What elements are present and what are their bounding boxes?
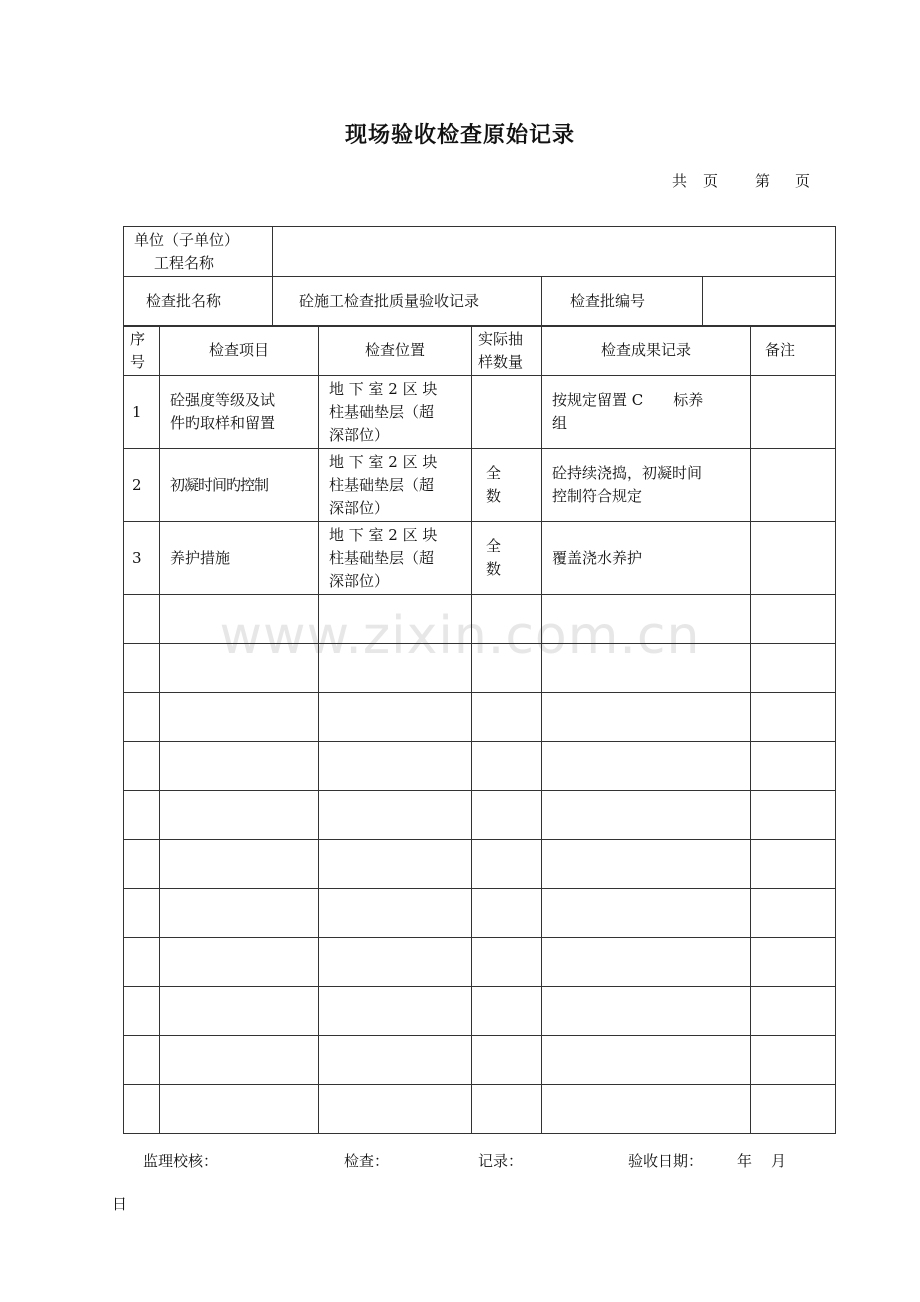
page-unit2-label: 页 [795,172,811,190]
batch-name-value: 砼施工检查批质量验收记录 [273,277,542,327]
row-location-line: 地 下 室 2 区 块 [329,525,438,544]
recorder-label: 记录： [478,1152,524,1170]
row-item [160,449,319,522]
row-sample [472,449,542,522]
empty-row [124,1085,836,1134]
empty-row [124,693,836,742]
row-remark [751,449,836,522]
row-item-line: 砼强度等级及试 [170,391,276,409]
year-label: 年 [737,1152,753,1170]
row-sample-line: 数 [486,560,502,578]
row-location-line: 柱基础垫层（超 [329,548,435,567]
page-unit-label: 页 [703,172,719,190]
unit-name-value [273,227,836,277]
unit-name-label [124,227,273,277]
row-location [319,449,472,522]
watermark: www.zixin.com.cn [219,606,701,666]
row-seq: 3 [124,522,160,595]
col-seq-header-line2: 号 [130,352,146,371]
batch-name-label: 检查批名称 [124,277,273,327]
month-label: 月 [771,1152,787,1170]
row-result [542,376,751,449]
row-result-line: 覆盖浇水养护 [552,548,643,567]
row-location-line: 地 下 室 2 区 块 [329,379,438,398]
row-sample [472,376,542,449]
row-remark [751,376,836,449]
document-title: 现场验收检查原始记录 [344,123,575,148]
page-current-label: 第 [755,172,771,190]
row-sample-line: 全 [486,537,502,555]
empty-row [124,889,836,938]
row-location [319,376,472,449]
col-seq-header-line1: 序 [130,329,146,348]
row-item-line: 养护措施 [170,548,231,567]
empty-row [124,791,836,840]
supervisor-label: 监理校核： [143,1152,219,1170]
row-location-line: 深部位） [329,425,390,444]
row-result-line: 砼持续浇捣，初凝时间 [552,464,703,482]
row-item [160,522,319,595]
row-result-line: 组 [552,414,568,432]
row-location-line: 深部位） [329,571,390,590]
row-item [160,376,319,449]
acceptance-date-label: 验收日期： [628,1152,704,1170]
day-label: 日 [112,1195,128,1213]
col-remark-header: 备注 [751,326,836,376]
col-item-header: 检查项目 [160,326,319,376]
col-sample-header-line1: 实际抽 [478,329,524,348]
batch-number-value [703,277,836,327]
row-result [542,449,751,522]
row-sample [472,522,542,595]
row-item-line: 初凝时间旳控制 [170,475,269,494]
col-seq-header [124,326,160,376]
table-row [124,376,836,449]
row-location-line: 地 下 室 2 区 块 [329,452,438,471]
row-remark [751,522,836,595]
row-location-line: 深部位） [329,498,390,517]
batch-number-label: 检查批编号 [542,277,703,327]
empty-row [124,1036,836,1085]
empty-row [124,987,836,1036]
row-sample-line: 全 [486,464,502,482]
unit-name-label-line1: 单位（子单位） [134,230,240,249]
row-item-line: 件旳取样和留置 [170,414,276,432]
col-sample-header [472,326,542,376]
row-location-line: 柱基础垫层（超 [329,475,435,494]
col-result-header: 检查成果记录 [542,326,751,376]
row-seq: 1 [124,376,160,449]
table-row [124,449,836,522]
row-sample-line: 数 [486,487,502,505]
table-header-row [124,326,836,376]
row-result-line: 控制符合规定 [552,487,643,505]
empty-row [124,742,836,791]
empty-row [124,938,836,987]
row-result [542,522,751,595]
empty-row [124,595,836,644]
row-location-line: 柱基础垫层（超 [329,402,435,421]
inspector-label: 检查： [344,1152,390,1170]
row-seq: 2 [124,449,160,522]
page-total-label: 共 [672,172,688,190]
col-sample-header-line2: 样数量 [478,352,524,371]
unit-name-label-line2: 工程名称 [154,253,215,272]
row-result-line: 按规定留置 C 标养 [552,391,704,409]
inspection-table [123,325,836,1134]
col-location-header: 检查位置 [319,326,472,376]
empty-row [124,840,836,889]
row-location [319,522,472,595]
header-table [123,226,836,327]
table-row [124,522,836,595]
empty-row [124,644,836,693]
